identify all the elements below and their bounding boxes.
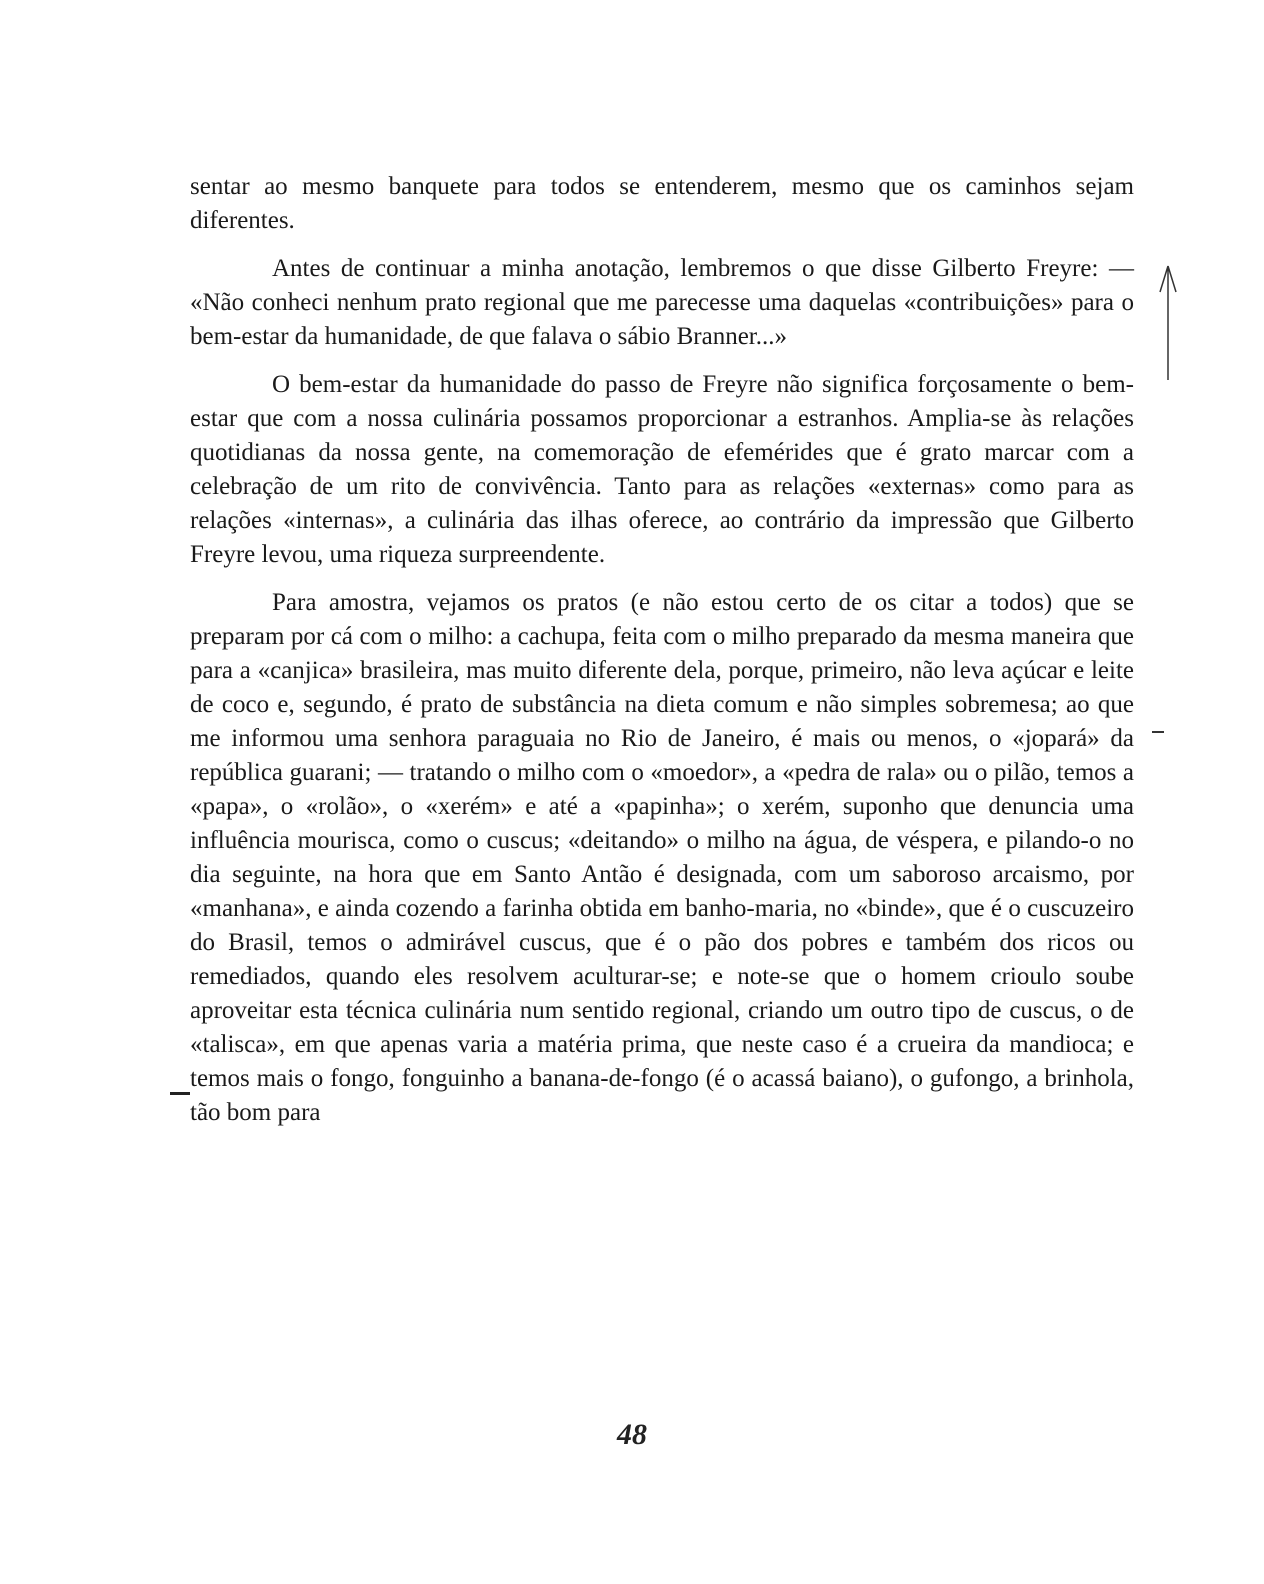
margin-dash-mark <box>1152 731 1164 733</box>
paragraph-3: O bem-estar da humanidade do passo de Freyre não significa forçosamente o bem-estar que com a nossa culinária possamos proporcionar a estranhos. Amplia-se às relações quotidianas da nossa gente, na comemoração de efemérides que é grato marcar com a celebração de um rito de convivência. Tanto para as relações «externas» como para as relações «internas», a culinária das ilhas oferece, ao contrário da impressão que Gilberto Freyre levou, uma riqueza surpreendente. <box>190 371 1134 568</box>
paragraph-4: Para amostra, vejamos os pratos (e não estou certo de os citar a todos) que se preparam por cá com o milho: a cachupa, feita com o milho preparado da mesma maneira que para a «canjica» brasileira, mas muito diferente dela, porque, primeiro, não leva açúcar e leite de coco e, segundo, é prato de substância na dieta comum e não simples sobremesa; ao que me informou uma senhora paraguaia no Rio de Janeiro, é mais ou menos, o «jopará» da república guarani; — tratando o milho com o «moedor», a «pedra de rala» ou o pilão, temos a «papa», o «rolão», o «xerém» e até a «papinha»; o xerém, suponho que denuncia uma influência mourisca, como o cuscus; «deitando» o milho na água, de véspera, e pilando-o no dia seguinte, na hora que em Santo Antão é designada, com um saboroso arcaismo, por «manhana», e ainda cozendo a farinha obtida em banho-maria, no «binde», que é o cuscuzeiro do Brasil, temos o admirável cuscus, que é o pão dos pobres e também dos ricos ou remediados, quando eles resolvem aculturar-se; e note-se que o homem crioulo soube aproveitar esta técnica culinária num sentido regional, criando um outro tipo de cuscus, o de «talisca», em que apenas varia a matéria prima, que neste caso é a crueira da mandioca; e temos mais o fongo, fonguinho a banana-de-fongo (é o acassá baiano), o gufongo, a brinhola, tão bom para <box>190 589 1134 1126</box>
paragraph-2: Antes de continuar a minha anotação, lembremos o que disse Gilberto Freyre: — «Não conheci nenhum prato regional que me parecesse uma daquelas «contribuições» para o bem-estar da humanidade, de que falava o sábio Branner...» <box>190 255 1134 350</box>
margin-dash-mark-left <box>170 1092 190 1095</box>
page-number: 48 <box>617 1418 647 1451</box>
margin-arrow-mark <box>1156 262 1180 382</box>
body-text <box>190 170 1134 1144</box>
paragraph-1: sentar ao mesmo banquete para todos se entenderem, mesmo que os caminhos sejam diferentes. <box>190 173 1134 234</box>
